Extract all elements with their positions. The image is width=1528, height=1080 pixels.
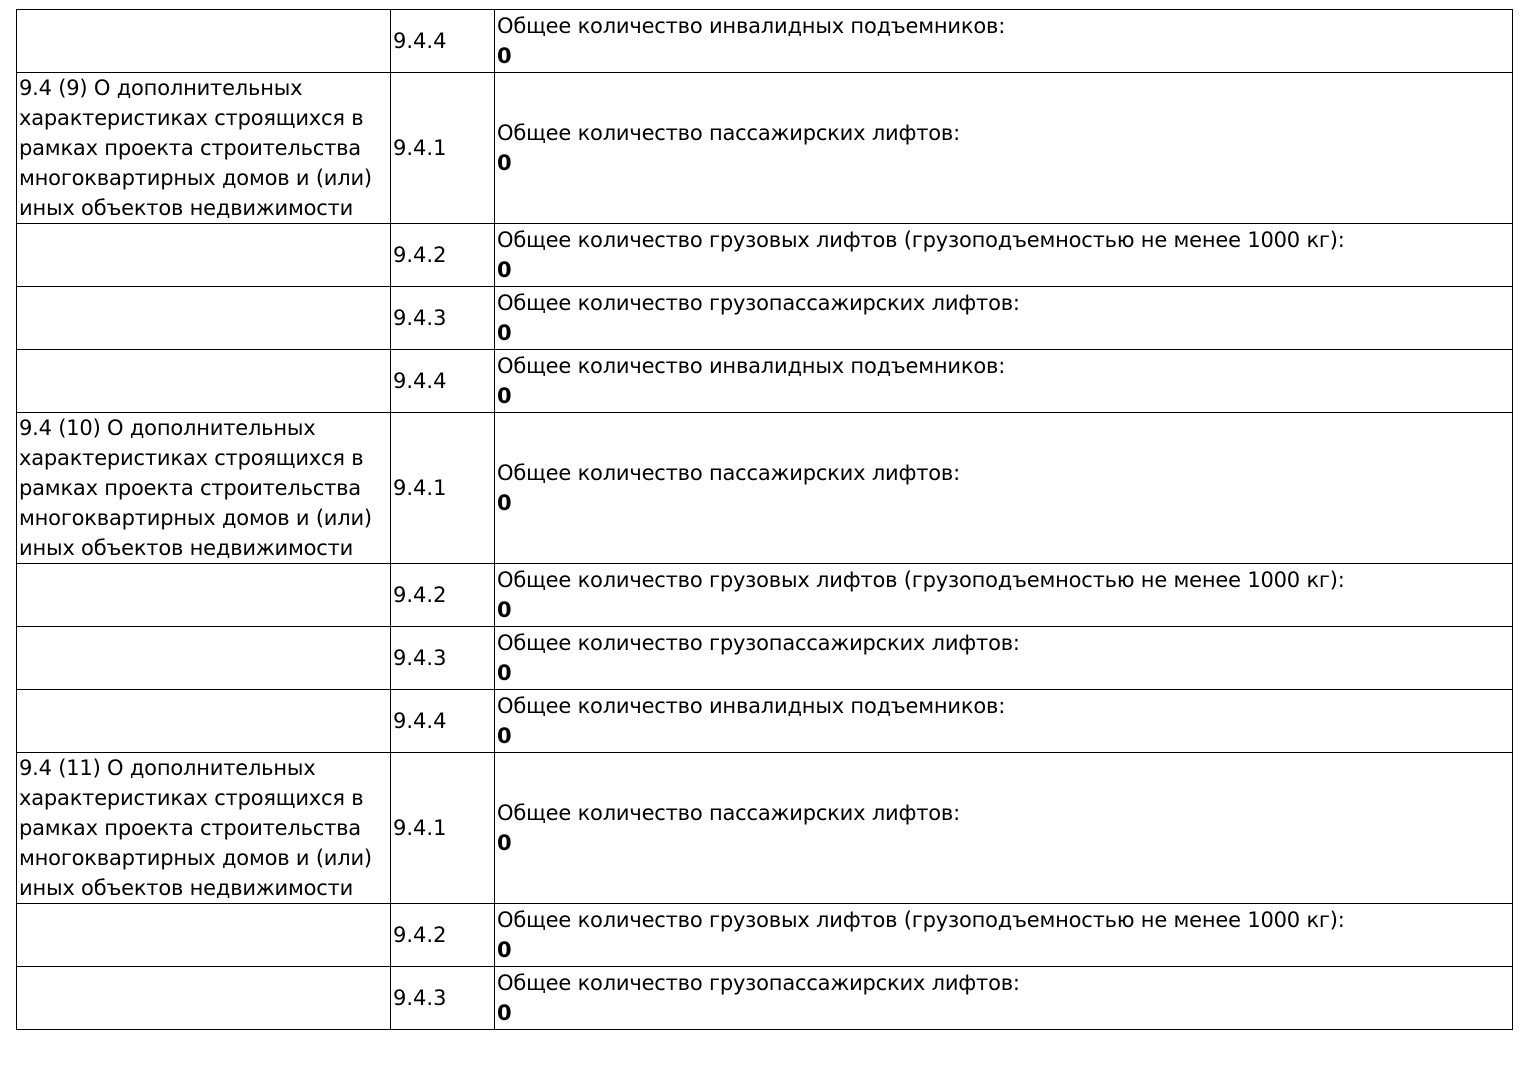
code-cell: [391, 10, 495, 73]
section-title: 9.4 (9) О дополнительных характеристиках строящихся в рамках проекта строительства многоквартирных домов и (или) иных объектов недвижимости: [19, 76, 372, 220]
item-code: 9.4.3: [393, 306, 447, 330]
code-cell: [391, 690, 495, 753]
field-value: 0: [497, 384, 512, 408]
field-label: Общее количество грузопассажирских лифтов:: [497, 971, 1020, 995]
table-body: [17, 10, 1513, 1030]
content-cell: [495, 627, 1513, 690]
content-cell: [495, 967, 1513, 1030]
section-cell: [17, 10, 391, 73]
table-row: [17, 224, 1513, 287]
field-label: Общее количество грузовых лифтов (грузоподъемностью не менее 1000 кг):: [497, 228, 1345, 252]
field-value: 0: [497, 1001, 512, 1025]
section-cell: [17, 287, 391, 350]
code-cell: [391, 350, 495, 413]
section-cell: [17, 350, 391, 413]
section-cell: [17, 904, 391, 967]
item-code: 9.4.3: [393, 646, 447, 670]
section-cell: [17, 73, 391, 224]
table-row: [17, 350, 1513, 413]
content-cell: [495, 73, 1513, 224]
content-cell: [495, 224, 1513, 287]
code-cell: [391, 904, 495, 967]
table-row: [17, 967, 1513, 1030]
section-cell: [17, 967, 391, 1030]
code-cell: [391, 564, 495, 627]
code-cell: [391, 753, 495, 904]
code-cell: [391, 224, 495, 287]
content-cell: [495, 350, 1513, 413]
code-cell: [391, 287, 495, 350]
item-code: 9.4.4: [393, 369, 447, 393]
code-cell: [391, 627, 495, 690]
code-cell: [391, 967, 495, 1030]
field-label: Общее количество пассажирских лифтов:: [497, 801, 960, 825]
code-cell: [391, 413, 495, 564]
section-title: 9.4 (10) О дополнительных характеристиках строящихся в рамках проекта строительства многоквартирных домов и (или) иных объектов недвижимости: [19, 416, 372, 560]
field-label: Общее количество инвалидных подъемников:: [497, 14, 1006, 38]
field-value: 0: [497, 938, 512, 962]
field-value: 0: [497, 724, 512, 748]
table-row: [17, 564, 1513, 627]
code-cell: [391, 73, 495, 224]
field-label: Общее количество пассажирских лифтов:: [497, 461, 960, 485]
content-cell: [495, 413, 1513, 564]
item-code: 9.4.4: [393, 29, 447, 53]
section-title: 9.4 (11) О дополнительных характеристиках строящихся в рамках проекта строительства многоквартирных домов и (или) иных объектов недвижимости: [19, 756, 372, 900]
field-label: Общее количество инвалидных подъемников:: [497, 694, 1006, 718]
content-cell: [495, 904, 1513, 967]
section-cell: [17, 753, 391, 904]
table-row: [17, 753, 1513, 904]
field-value: 0: [497, 151, 512, 175]
item-code: 9.4.4: [393, 709, 447, 733]
section-cell: [17, 690, 391, 753]
field-value: 0: [497, 321, 512, 345]
item-code: 9.4.2: [393, 583, 447, 607]
field-value: 0: [497, 491, 512, 515]
field-label: Общее количество пассажирских лифтов:: [497, 121, 960, 145]
table-row: [17, 904, 1513, 967]
declaration-table: [16, 9, 1513, 1030]
section-cell: [17, 413, 391, 564]
field-value: 0: [497, 661, 512, 685]
field-label: Общее количество инвалидных подъемников:: [497, 354, 1006, 378]
item-code: 9.4.1: [393, 816, 447, 840]
table-row: [17, 10, 1513, 73]
field-value: 0: [497, 258, 512, 282]
item-code: 9.4.2: [393, 923, 447, 947]
content-cell: [495, 287, 1513, 350]
content-cell: [495, 10, 1513, 73]
content-cell: [495, 564, 1513, 627]
section-cell: [17, 224, 391, 287]
section-cell: [17, 627, 391, 690]
content-cell: [495, 753, 1513, 904]
field-value: 0: [497, 44, 512, 68]
field-label: Общее количество грузопассажирских лифтов:: [497, 291, 1020, 315]
table-row: [17, 287, 1513, 350]
content-cell: [495, 690, 1513, 753]
table-row: [17, 73, 1513, 224]
item-code: 9.4.3: [393, 986, 447, 1010]
item-code: 9.4.2: [393, 243, 447, 267]
section-cell: [17, 564, 391, 627]
table-row: [17, 627, 1513, 690]
field-label: Общее количество грузовых лифтов (грузоподъемностью не менее 1000 кг):: [497, 568, 1345, 592]
item-code: 9.4.1: [393, 136, 447, 160]
field-label: Общее количество грузопассажирских лифтов:: [497, 631, 1020, 655]
item-code: 9.4.1: [393, 476, 447, 500]
field-value: 0: [497, 831, 512, 855]
table-row: [17, 690, 1513, 753]
field-value: 0: [497, 598, 512, 622]
table-row: [17, 413, 1513, 564]
field-label: Общее количество грузовых лифтов (грузоподъемностью не менее 1000 кг):: [497, 908, 1345, 932]
